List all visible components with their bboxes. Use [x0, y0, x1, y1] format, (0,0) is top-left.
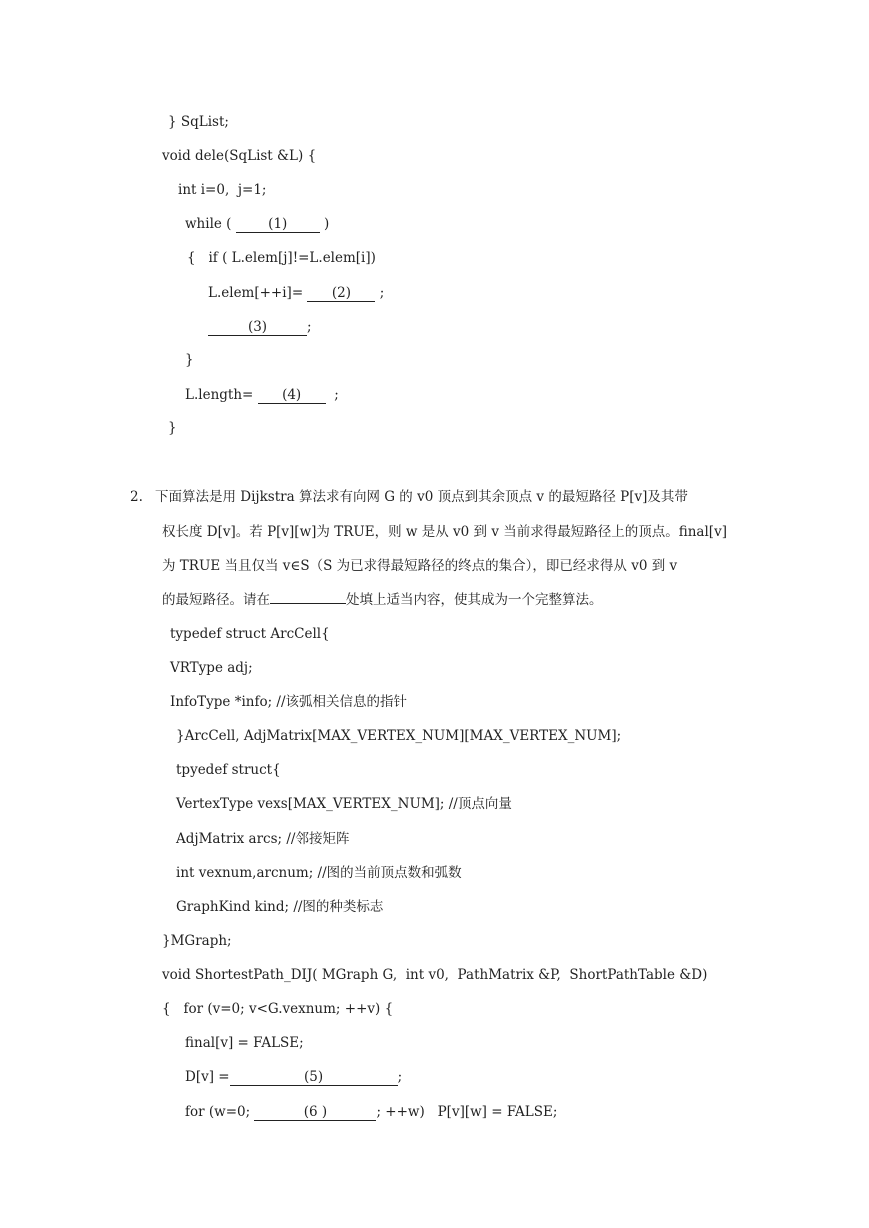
- code-text: ;: [397, 1069, 403, 1085]
- code-text: VertexType vexs[MAX_VERTEX_NUM]; //顶点向量: [176, 796, 512, 812]
- fill-blank-1[interactable]: (1): [236, 216, 320, 233]
- code-text: L.elem[++i]=: [208, 285, 308, 301]
- fill-blank-6[interactable]: (6 ): [254, 1104, 376, 1121]
- code-line: [170, 659, 253, 677]
- code-line: [170, 625, 330, 643]
- code-line: [176, 761, 281, 779]
- code-text: L.length=: [185, 387, 258, 403]
- fill-blank-2[interactable]: (2): [307, 285, 375, 302]
- question-number: 2.: [130, 489, 143, 505]
- code-text: typedef struct ArcCell{: [170, 626, 330, 642]
- code-text: ;: [325, 387, 339, 403]
- code-text: InfoType *info; //该弧相关信息的指针: [170, 694, 408, 710]
- code-line: [208, 318, 312, 336]
- code-line: [178, 181, 266, 199]
- code-text: GraphKind kind; //图的种类标志: [176, 899, 384, 915]
- blank-example: [270, 603, 346, 604]
- code-line: [162, 966, 707, 984]
- code-line: [185, 386, 339, 404]
- code-text: tpyedef struct{: [176, 762, 281, 778]
- code-line: [162, 147, 316, 165]
- question-text: 权长度 D[v]。若 P[v][w]为 TRUE，则 w 是从 v0 到 v 当前求得最短路径上的顶点。final[v]: [162, 524, 727, 540]
- code-line: [170, 693, 407, 711]
- code-line: [185, 1068, 402, 1086]
- code-text: ; ++w) P[v][w] = FALSE;: [376, 1104, 558, 1120]
- code-text: ;: [307, 319, 312, 335]
- code-line: [176, 830, 349, 848]
- code-line: [187, 249, 376, 267]
- code-line: [185, 215, 329, 233]
- code-line: [176, 864, 462, 882]
- code-text: { if ( L.elem[j]!=L.elem[i]): [187, 250, 376, 266]
- code-text: D[v] =: [185, 1069, 230, 1085]
- code-text: }MGraph;: [162, 933, 232, 949]
- fill-blank-4[interactable]: (4): [258, 387, 326, 404]
- code-line: [162, 1000, 393, 1018]
- code-text: int vexnum,arcnum; //图的当前顶点数和弧数: [176, 865, 462, 881]
- question-text: 下面算法是用 Dijkstra 算法求有向网 G 的 v0 顶点到其余顶点 v 的最短路径 P[v]及其带: [155, 489, 688, 505]
- question-text-part: 的最短路径。请在: [162, 592, 270, 608]
- code-line: [208, 284, 384, 302]
- code-line: [168, 419, 177, 437]
- code-line: [162, 932, 232, 950]
- code-text: } SqList;: [168, 114, 229, 130]
- code-text: void ShortestPath_DIJ( MGraph G, int v0, PathMatrix &P, ShortPathTable &D): [162, 967, 708, 983]
- code-line: [185, 1034, 304, 1052]
- code-text: while (: [185, 216, 236, 232]
- code-text: final[v] = FALSE;: [185, 1035, 304, 1051]
- code-text: }: [185, 352, 194, 368]
- code-line: [185, 351, 194, 369]
- question-text: 为 TRUE 当且仅当 v∈S（S 为已求得最短路径的终点的集合），即已经求得从 v0 到 v: [162, 558, 678, 574]
- code-line: [176, 795, 512, 813]
- code-line: [176, 727, 621, 745]
- code-text: int i=0, j=1;: [178, 182, 267, 198]
- code-line: [185, 1103, 557, 1121]
- code-text: ;: [375, 285, 385, 301]
- question-text: [162, 591, 603, 609]
- question-text-part: 处填上适当内容，使其成为一个完整算法。: [346, 592, 603, 608]
- fill-blank-3[interactable]: (3): [208, 319, 307, 336]
- code-text: VRType adj;: [170, 660, 253, 676]
- code-text: AdjMatrix arcs; //邻接矩阵: [176, 831, 350, 847]
- code-text: { for (v=0; v<G.vexnum; ++v) {: [162, 1001, 394, 1017]
- code-text: }ArcCell, AdjMatrix[MAX_VERTEX_NUM][MAX_VERTEX_NUM];: [176, 728, 622, 744]
- code-line: [176, 898, 383, 916]
- code-text: for (w=0;: [185, 1104, 255, 1120]
- code-text: ): [319, 216, 330, 232]
- fill-blank-5[interactable]: (5): [230, 1069, 398, 1086]
- code-line: [168, 113, 229, 131]
- code-text: void dele(SqList &L) {: [162, 148, 317, 164]
- code-text: }: [168, 420, 177, 436]
